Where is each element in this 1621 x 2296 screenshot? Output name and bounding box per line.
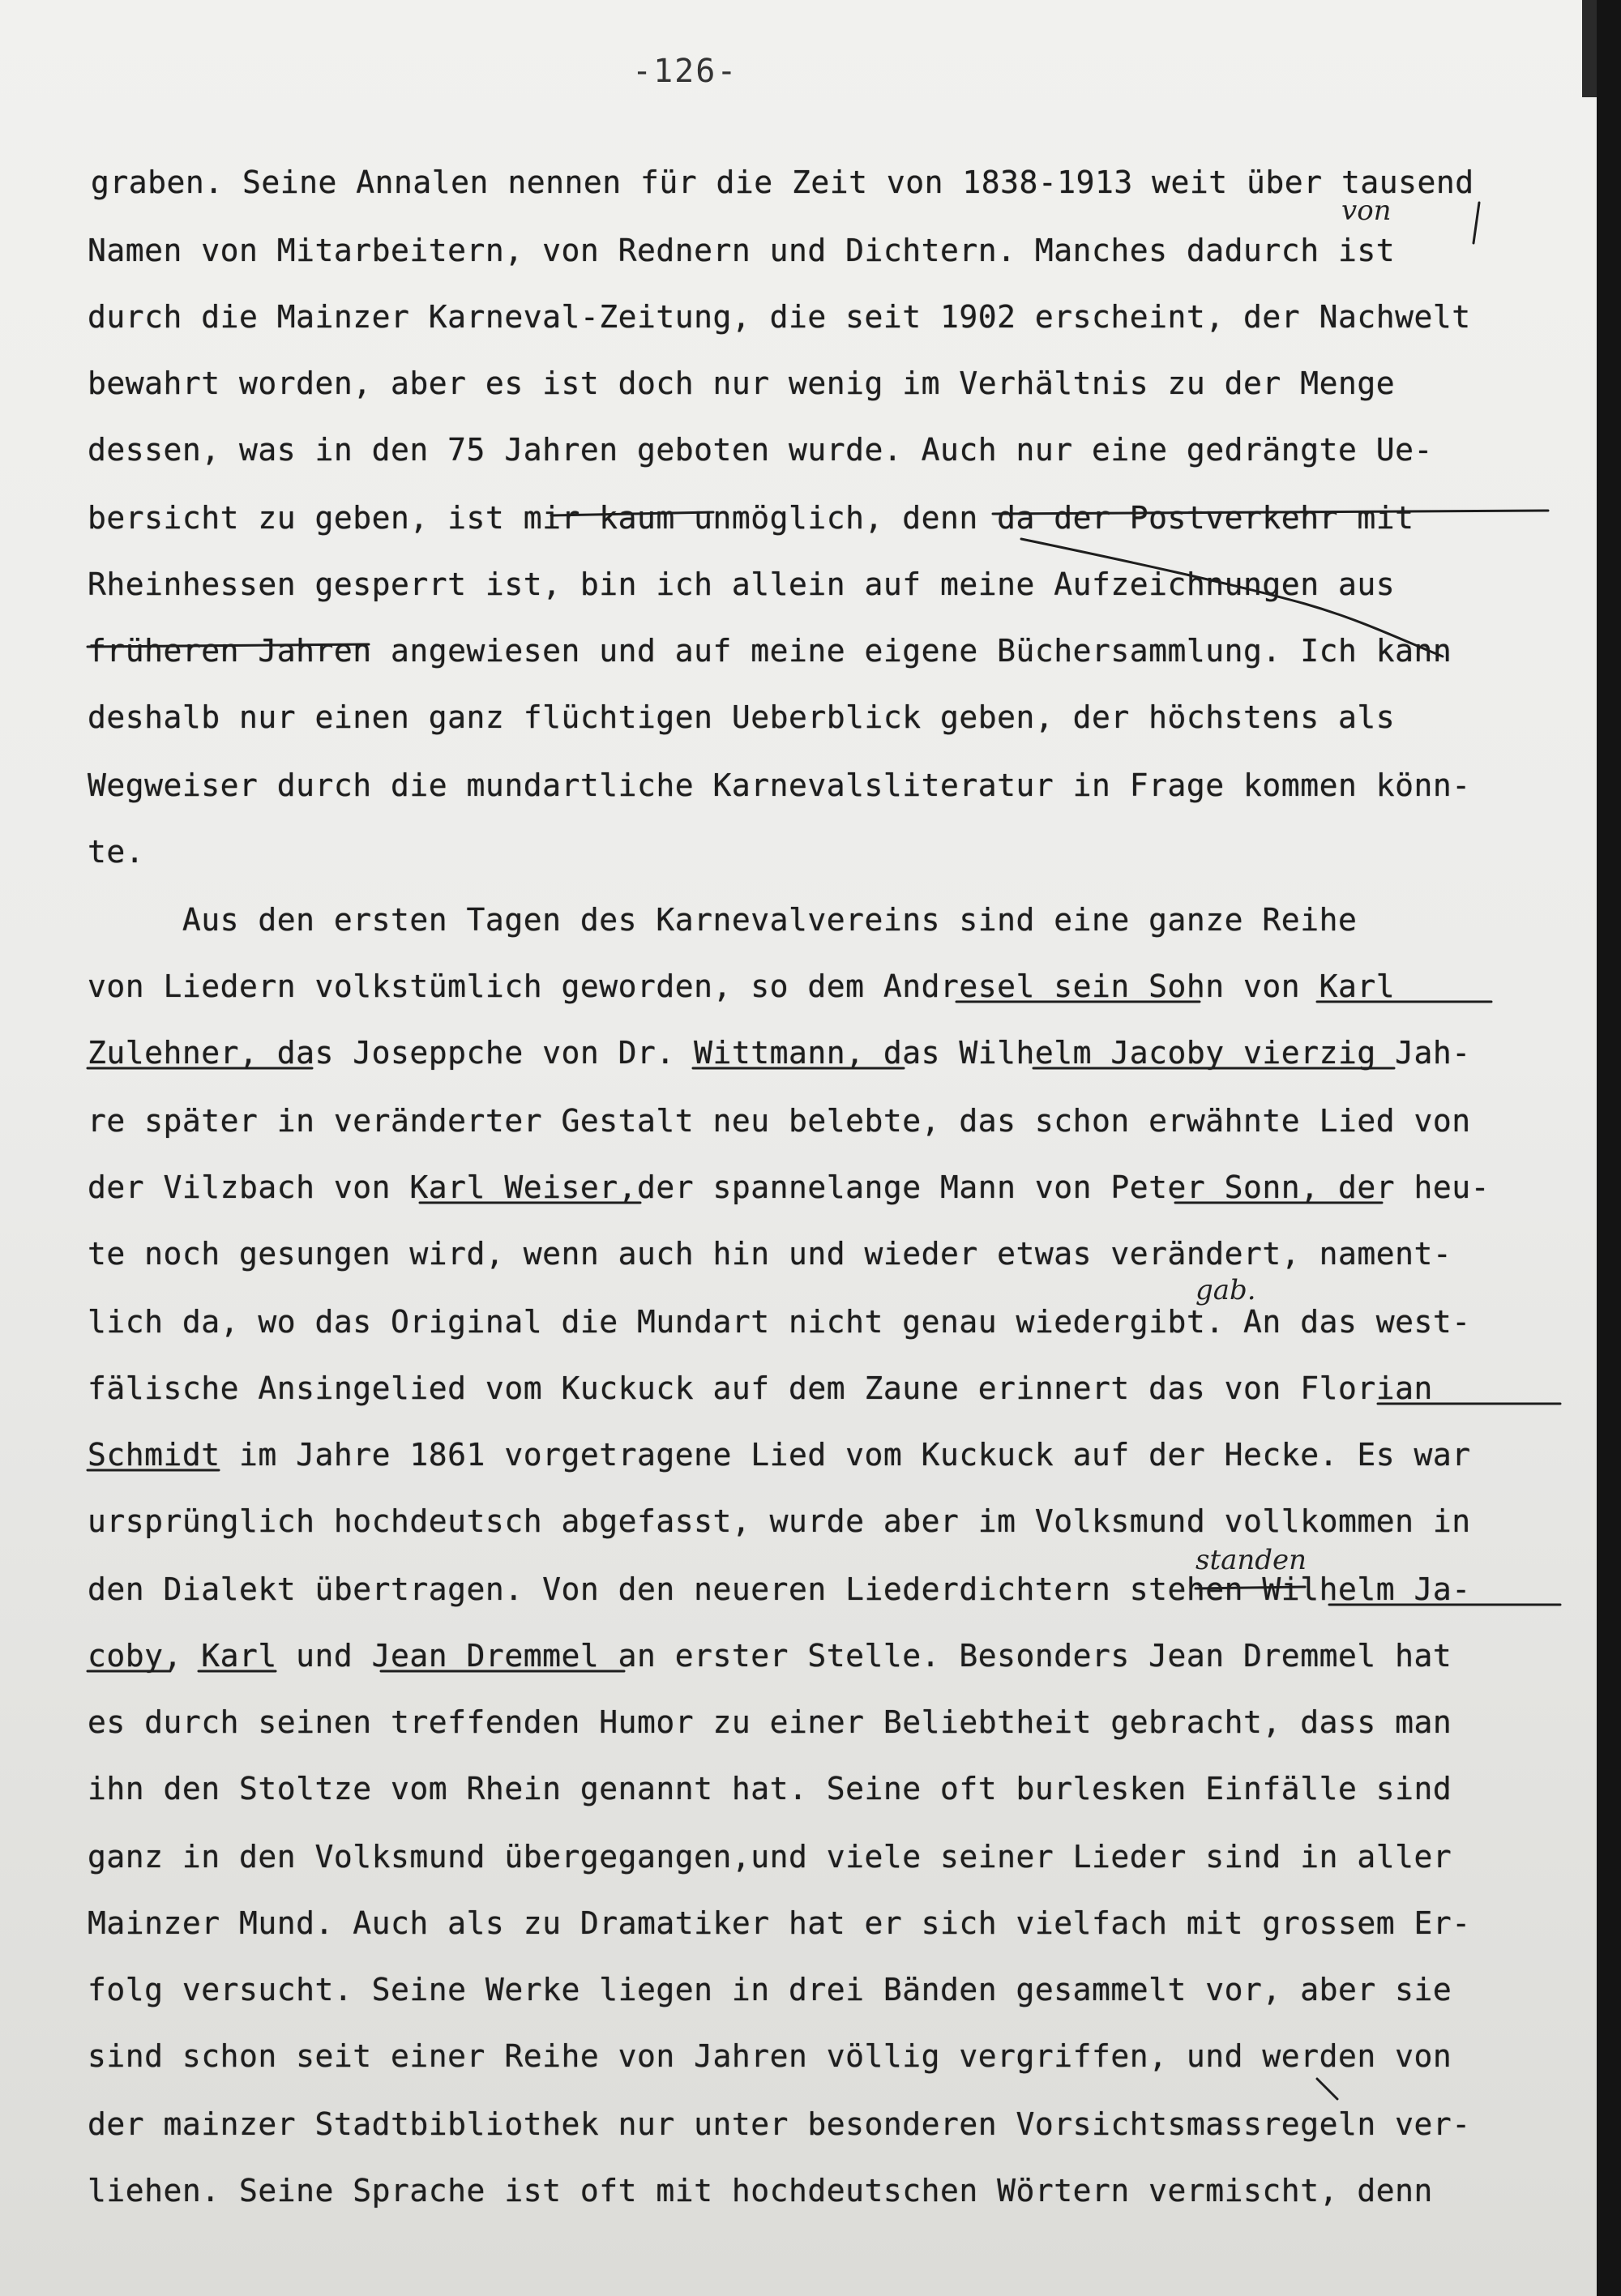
text-line: re später in veränderter Gestalt neu belebte, das schon erwähnte Lied von bbox=[88, 1103, 1471, 1139]
text-line: ursprünglich hochdeutsch abgefasst, wurde aber im Volksmund vollkommen in bbox=[88, 1503, 1471, 1539]
text-line: Zulehner, das Joseppche von Dr. Wittmann, das Wilhelm Jacoby vierzig Jah- bbox=[88, 1035, 1471, 1071]
text-line: früheren Jahren angewiesen und auf meine eigene Büchersammlung. Ich kann bbox=[88, 633, 1452, 669]
text-line: Rheinhessen gesperrt ist, bin ich allein auf meine Aufzeichnungen aus bbox=[88, 567, 1396, 602]
text-line: Mainzer Mund. Auch als zu Dramatiker hat er sich vielfach mit grossem Er- bbox=[88, 1905, 1471, 1941]
text-line: der Vilzbach von Karl Weiser,der spannelange Mann von Peter Sonn, der heu- bbox=[88, 1169, 1490, 1205]
text-line: der mainzer Stadtbibliothek nur unter besonderen Vorsichtsmassregeln ver- bbox=[88, 2106, 1471, 2142]
text-line: te. bbox=[88, 834, 145, 870]
handwritten-insertion-von: von bbox=[1341, 195, 1392, 227]
text-line: folg versucht. Seine Werke liegen in drei Bänden gesammelt vor, aber sie bbox=[88, 1972, 1452, 2007]
text-line: ganz in den Volksmund übergegangen,und viele seiner Lieder sind in aller bbox=[88, 1839, 1452, 1875]
text-line: durch die Mainzer Karneval-Zeitung, die seit 1902 erscheint, der Nachwelt bbox=[88, 299, 1471, 335]
text-line: Schmidt im Jahre 1861 vorgetragene Lied vom Kuckuck auf der Hecke. Es war bbox=[88, 1437, 1471, 1473]
text-line: te noch gesungen wird, wenn auch hin und wieder etwas verändert, nament- bbox=[88, 1236, 1452, 1272]
text-line: bersicht zu geben, ist mir kaum unmöglich, denn da der Postverkehr mit bbox=[88, 500, 1414, 536]
text-line: von Liedern volkstümlich geworden, so dem Andresel sein Sohn von Karl bbox=[88, 968, 1396, 1004]
text-line: bewahrt worden, aber es ist doch nur wenig im Verhältnis zu der Menge bbox=[88, 366, 1396, 401]
text-line: dessen, was in den 75 Jahren geboten wurde. Auch nur eine gedrängte Ue- bbox=[88, 432, 1433, 468]
text-line: graben. Seine Annalen nennen für die Zeit von 1838-1913 weit über tausend bbox=[91, 165, 1474, 200]
text-line: ihn den Stoltze vom Rhein genannt hat. Seine oft burlesken Einfälle sind bbox=[88, 1771, 1452, 1806]
scan-border bbox=[1597, 0, 1621, 2296]
scan-border-top bbox=[1582, 0, 1597, 97]
handwritten-insertion-gab: gab. bbox=[1195, 1274, 1256, 1306]
text-line: Wegweiser durch die mundartliche Karnevalsliteratur in Frage kommen könn- bbox=[88, 767, 1471, 803]
text-line: deshalb nur einen ganz flüchtigen Ueberblick geben, der höchstens als bbox=[88, 699, 1396, 735]
text-line: es durch seinen treffenden Humor zu einer Beliebtheit gebracht, dass man bbox=[88, 1704, 1452, 1740]
handwritten-insertion-standen: standen bbox=[1195, 1544, 1307, 1576]
text-line: liehen. Seine Sprache ist oft mit hochdeutschen Wörtern vermischt, denn bbox=[88, 2173, 1433, 2208]
text-line: Aus den ersten Tagen des Karnevalvereins sind eine ganze Reihe bbox=[88, 902, 1358, 938]
text-line: fälische Ansingelied vom Kuckuck auf dem Zaune erinnert das von Florian bbox=[88, 1370, 1433, 1406]
text-line: sind schon seit einer Reihe von Jahren völlig vergriffen, und werden von bbox=[88, 2038, 1452, 2074]
text-line: lich da, wo das Original die Mundart nicht genau wiedergibt. An das west- bbox=[88, 1304, 1471, 1340]
text-line: Namen von Mitarbeitern, von Rednern und Dichtern. Manches dadurch ist bbox=[88, 233, 1396, 268]
text-line: den Dialekt übertragen. Von den neueren Liederdichtern stehen Wilhelm Ja- bbox=[88, 1571, 1471, 1607]
text-line: coby, Karl und Jean Dremmel an erster Stelle. Besonders Jean Dremmel hat bbox=[88, 1638, 1452, 1674]
page-number: -126- bbox=[632, 53, 738, 90]
